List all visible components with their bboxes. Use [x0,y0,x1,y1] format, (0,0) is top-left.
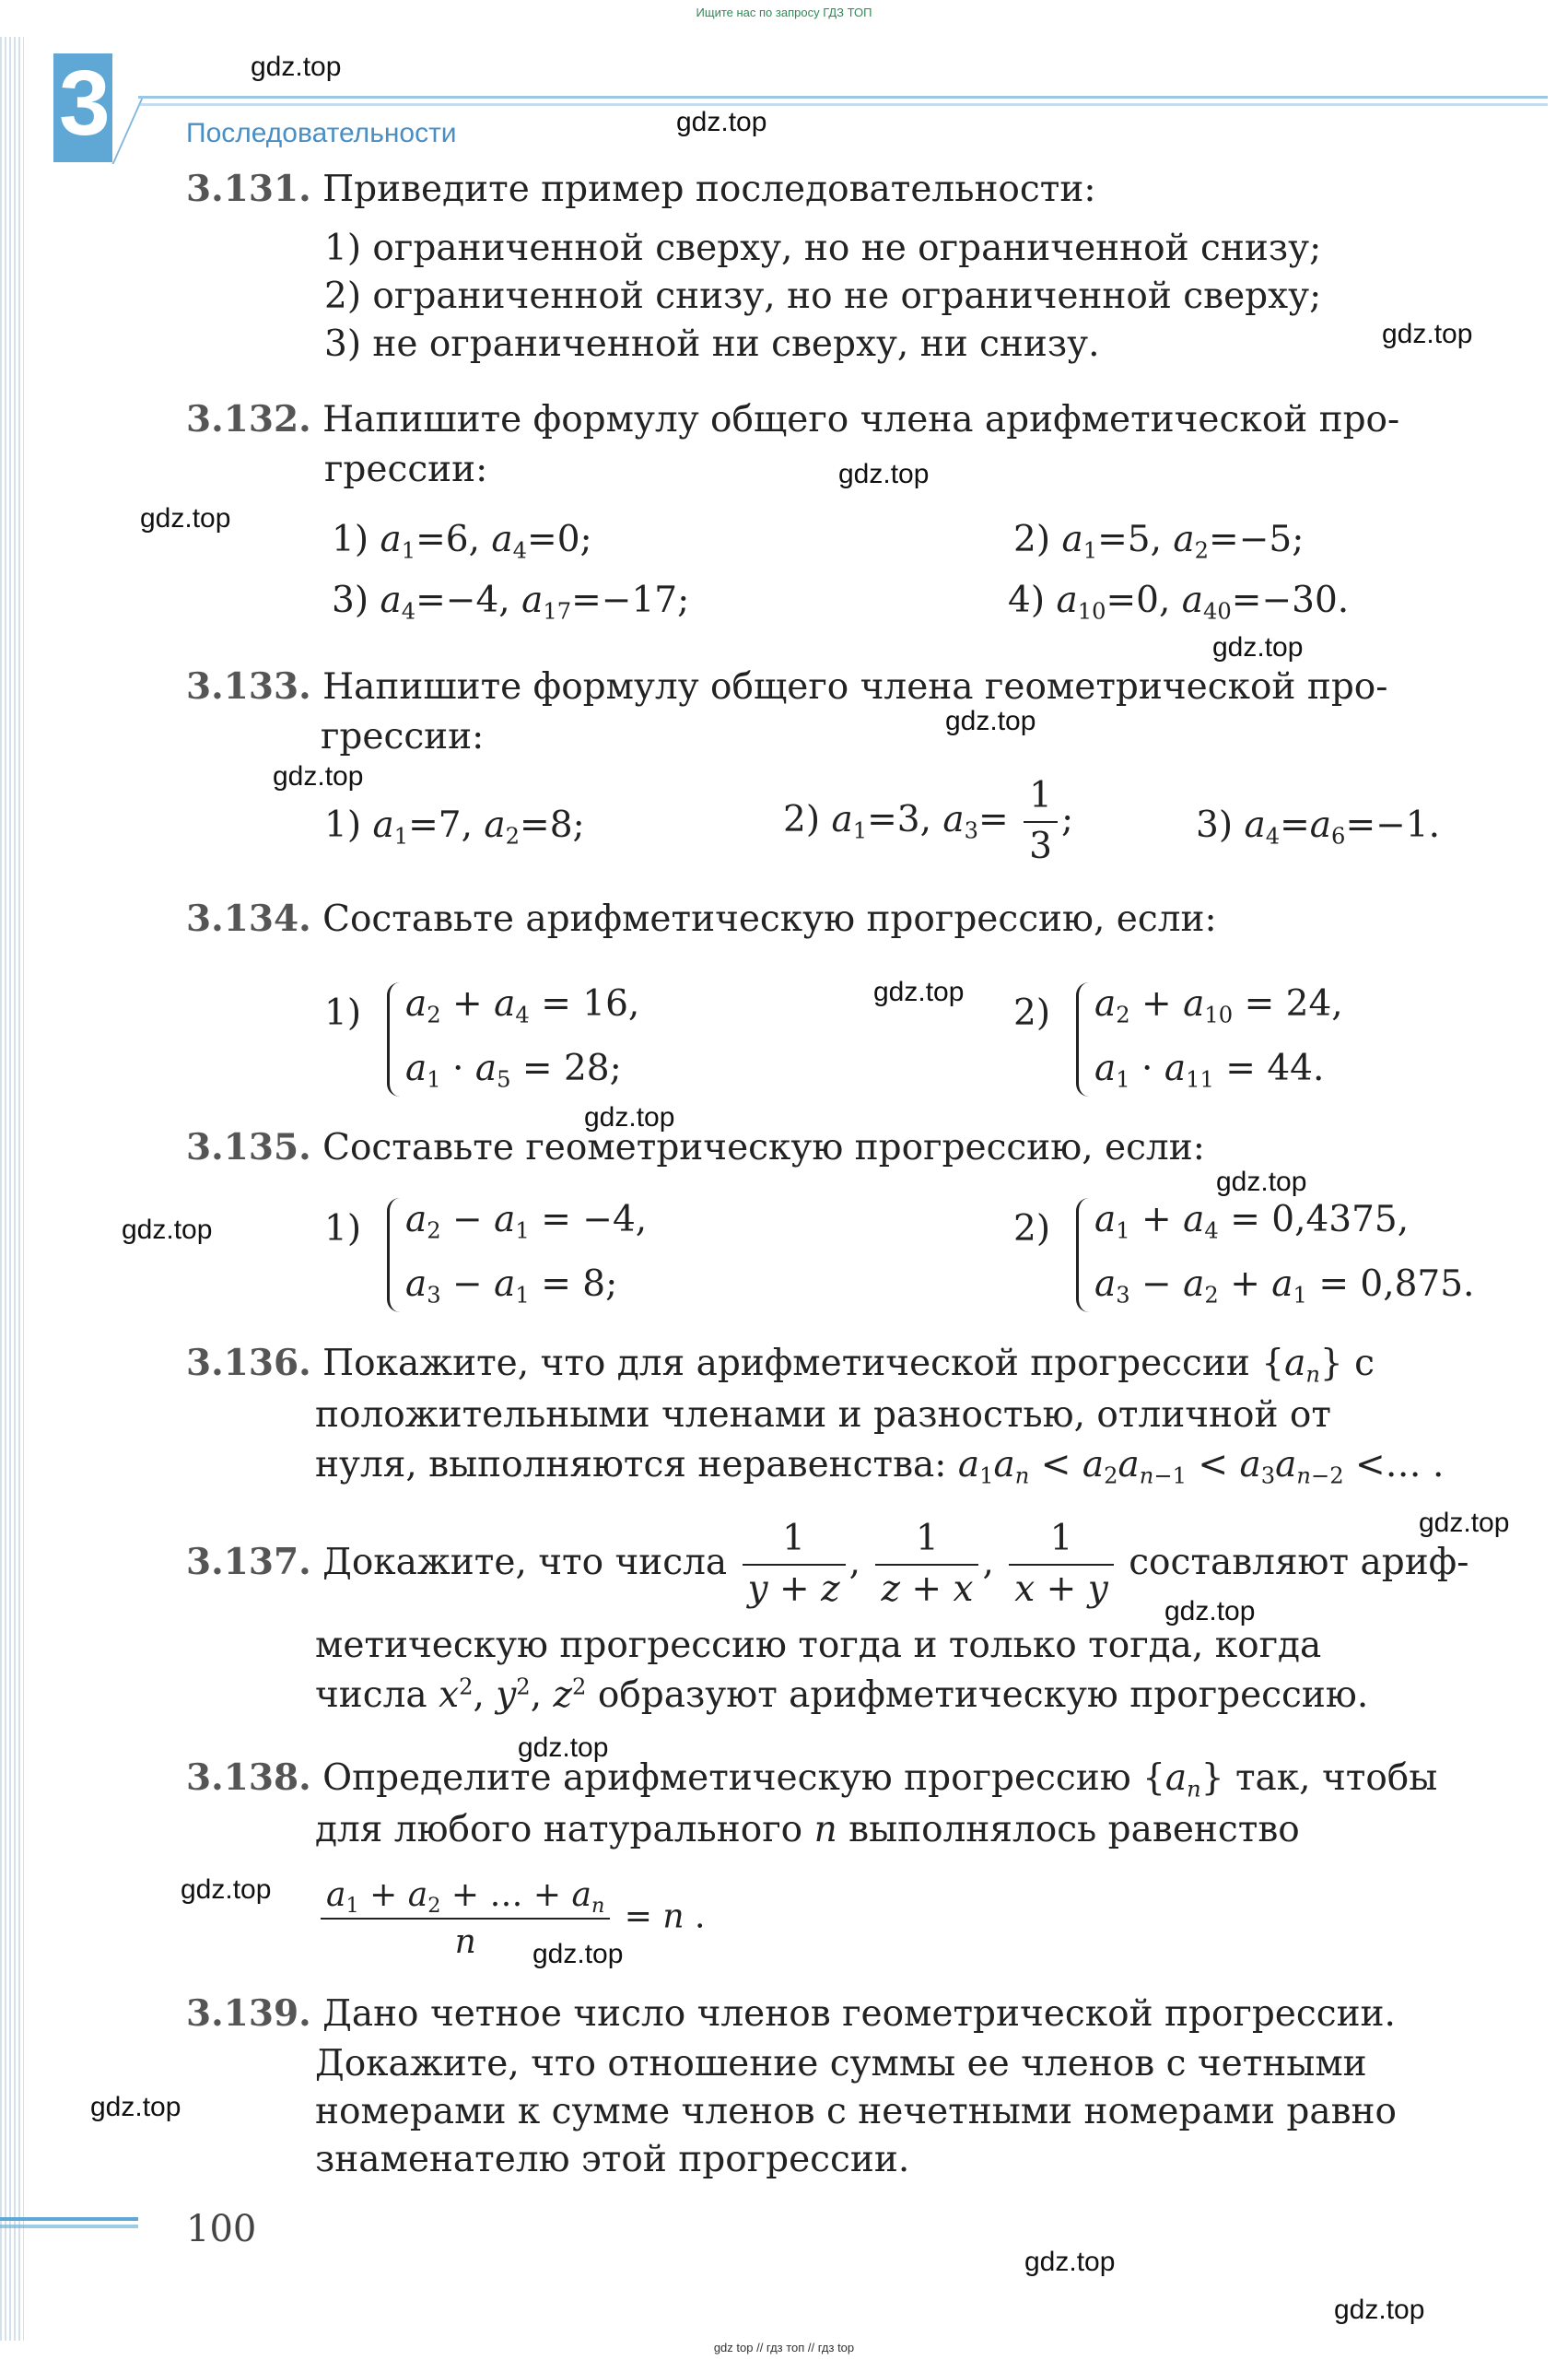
problem-3-135-case-2-eq-1: $a_1 + a_4 = 0,4375$, [1094,1199,1410,1244]
problem-3-132-case-2: 2) $a_1=5$, $a_2=-5$; [1013,519,1305,564]
watermark: gdz.top [1334,2295,1425,2325]
problem-3-134-title: 3.134. Составьте арифметическую прогрессию, если: [186,898,1217,940]
problem-3-136-line-2: положительными членами и разностью, отличной от [315,1394,1331,1436]
problem-3-139-line-3: номерами к сумме членов с нечетными номерами равно [315,2091,1397,2132]
problem-3-134-case-2-eq-1: $a_2 + a_{10} = 24$, [1094,983,1343,1028]
problem-3-133-case-2: 2) $a_1=3$, $a_3=$ $\frac{1}{3}$ ; [783,775,1074,867]
problem-3-135-title: 3.135. Составьте геометрическую прогрессию, если: [186,1126,1205,1168]
problem-3-133-case-3: 3) $a_4=a_6=-1$. [1196,804,1441,850]
problem-3-137-line-2: метическую прогрессию тогда и только тогда, когда [315,1625,1322,1666]
watermark: gdz.top [532,1939,624,1969]
page-number: 100 [186,2208,257,2250]
problem-3-137-line-1: 3.137. Докажите, что числа $\frac{1}{y + z}$ , $\frac{1}{z + x}$ , $\frac{1}{x + y}$ составляют ариф- [186,1518,1469,1610]
problem-3-139-line-1: 3.139. Дано четное число членов геометрической прогрессии. [186,1992,1396,2035]
watermark: gdz.top [251,52,342,82]
watermark: gdz.top [1024,2247,1116,2277]
problem-3-135-case-1-eq-2: $a_3 - a_1 = 8$; [405,1263,618,1309]
problem-3-135-case-2-eq-2: $a_3 - a_2 + a_1 = 0,875$. [1094,1263,1475,1309]
problem-3-134-case-1-eq-2: $a_1 \cdot a_5 = 28$; [405,1048,622,1093]
top-note: Ищите нас по запросу ГДЗ ТОП [696,6,872,19]
problem-3-138-equation: $\frac{a_1 + a_2 + \dots + a_n}{n}$ = n . [317,1876,706,1962]
watermark: gdz.top [1216,1167,1307,1197]
footer-bar-2 [0,2225,138,2228]
problem-3-139-line-4: знаменателю этой прогрессии. [315,2139,910,2180]
problem-3-134-case-1-brace [387,982,406,1097]
problem-3-135-case-1-brace [387,1198,406,1312]
problem-3-131-item-2: 2) ограниченной снизу, но не ограниченной сверху; [324,276,1322,317]
watermark: gdz.top [873,977,965,1007]
problem-3-134-case-1-eq-1: $a_2 + a_4 = 16$, [405,983,640,1028]
problem-3-138-line-2: для любого натурального n выполнялось равенство [315,1809,1300,1850]
problem-3-131-item-3: 3) не ограниченной ни сверху, ни снизу. [324,323,1100,365]
problem-3-134-case-2-brace [1076,982,1095,1097]
watermark: gdz.top [1164,1596,1256,1626]
watermark: gdz.top [90,2092,181,2122]
watermark: gdz.top [140,503,231,534]
bottom-note: gdz top // гдз топ // гдз top [713,2341,855,2354]
problem-3-132-case-1: 1) $a_1=6$, $a_4=0$; [332,519,592,564]
watermark: gdz.top [584,1102,675,1133]
problem-3-132-case-3: 3) $a_4=-4$, $a_{17}=-17$; [332,580,690,625]
watermark: gdz.top [273,761,364,792]
problem-3-131-item-1: 1) ограниченной сверху, но не ограниченной снизу; [324,228,1322,269]
problem-3-138-line-1: 3.138. Определите арифметическую прогрессию $\{a_n\}$ так, чтобы [186,1756,1438,1802]
problem-3-131-title: 3.131. Приведите пример последовательности: [186,168,1096,210]
footer-bar [0,2217,138,2221]
problem-3-135-case-2-brace [1076,1198,1095,1312]
watermark: gdz.top [1419,1508,1510,1538]
problem-3-139-line-2: Докажите, что отношение суммы ее членов с четными [315,2043,1367,2084]
watermark: gdz.top [676,107,767,137]
problem-3-135-case-2-label: 2) [1013,1208,1051,1250]
problem-3-136-line-3: нуля, выполняются неравенства: $a_1a_n < a_2a_{n-1} < a_3a_{n-2}$ <… . [315,1444,1445,1489]
chapter-title: Последовательности [186,118,457,148]
watermark: gdz.top [1382,319,1473,349]
watermark: gdz.top [1212,632,1304,663]
problem-3-134-case-2-label: 2) [1013,992,1051,1034]
problem-3-133-title-cont: грессии: [321,716,485,757]
problem-3-133-case-1: 1) $a_1=7$, $a_2=8$; [324,804,585,850]
problem-3-136-line-1: 3.136. Покажите, что для арифметической прогрессии $\{a_n\}$ с [186,1342,1375,1388]
problem-3-137-line-3: числа $x^2$, $y^2$, $z^2$ образуют арифметическую прогрессию. [315,1673,1369,1716]
header-slash [112,96,145,164]
problem-3-135-case-1-eq-1: $a_2 - a_1 = -4$, [405,1199,648,1244]
watermark: gdz.top [518,1732,609,1763]
problem-3-132-title-cont: грессии: [324,449,488,490]
page-edge-decoration [0,37,24,2341]
watermark: gdz.top [945,706,1036,736]
watermark: gdz.top [181,1874,272,1905]
header-rule-bottom [138,103,1548,106]
problem-3-135-case-1-label: 1) [324,1208,362,1250]
header-rule-top [138,96,1548,99]
problem-3-132-title: 3.132. Напишите формулу общего члена арифметической про- [186,398,1400,440]
problem-3-134-case-1-label: 1) [324,992,362,1034]
watermark: gdz.top [122,1215,213,1245]
problem-3-133-title: 3.133. Напишите формулу общего члена геометрической про- [186,665,1388,708]
chapter-number: 3 [59,52,111,155]
problem-3-134-case-2-eq-2: $a_1 \cdot a_{11} = 44$. [1094,1048,1325,1093]
watermark: gdz.top [838,459,930,489]
problem-3-132-case-4: 4) $a_{10}=0$, $a_{40}=-30$. [1008,580,1350,625]
